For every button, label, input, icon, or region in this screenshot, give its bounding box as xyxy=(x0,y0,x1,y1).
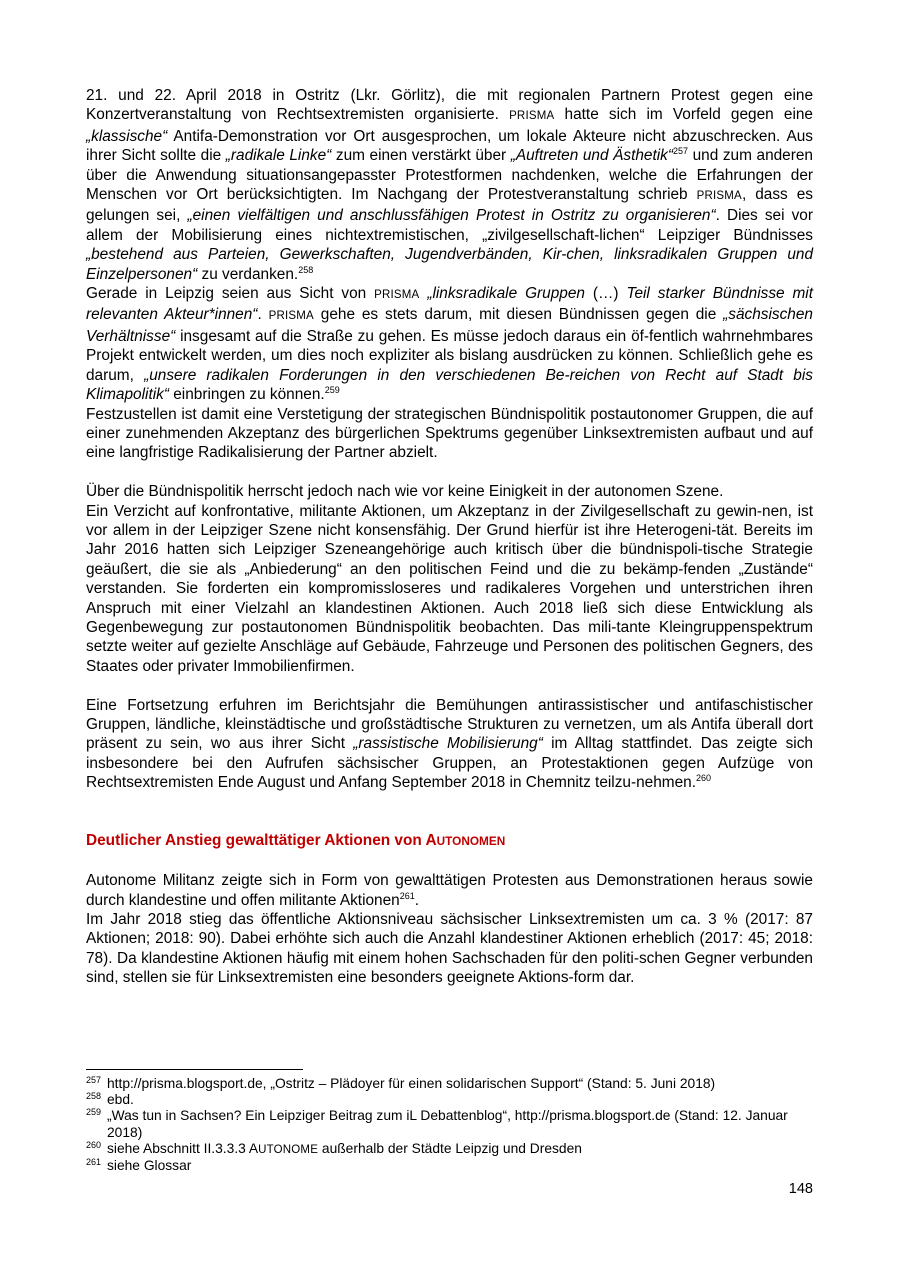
footnote-261 xyxy=(86,1158,813,1174)
quote: „bestehend aus Parteien, Gewerkschaften, Jugendverbänden, Kir-chen, linksradikalen Gruppen und Einzelpersonen“ xyxy=(86,246,813,283)
paragraph-einigkeit: Über die Bündnispolitik herrscht jedoch nach wie vor keine Einigkeit in der autonomen Szene. xyxy=(86,483,724,501)
paragraph-aktionsniveau: Im Jahr 2018 stieg das öffentliche Aktionsniveau sächsischer Linksextremisten um ca. 3 % (2017: 87 Aktionen; 2018: 90). Dabei erhöhte sich auch die Anzahl klandestiner Aktionen erheblich (2017: 45; 2018: 78). Da klandestine Aktionen häufig mit einem hohen Sachschaden für den politi-schen Gegner verbunden sind, stellen sie für Linksextremisten eine besonders geeignete Aktions-form dar. xyxy=(86,910,813,987)
quote: „linksradikale Gruppen xyxy=(427,285,585,303)
heading-text: A xyxy=(425,832,437,850)
quote: „radikale Linke“ xyxy=(225,147,332,165)
spacer xyxy=(86,676,813,695)
paragraph-militanz xyxy=(86,871,813,910)
footnote-number: 260 xyxy=(86,1139,102,1150)
footnote-258 xyxy=(86,1092,813,1108)
footnote-text: siehe Glossar xyxy=(107,1158,192,1174)
quote: „rassistische Mobilisierung“ xyxy=(353,735,543,753)
text: . Dies sei vor allem der Mobilisierung eines nichtextremistischen, „zivilgesellschaft-lichen“ Leipziger Bündnisses xyxy=(86,207,813,244)
heading-text: UTONOMEN xyxy=(436,834,506,849)
text: zu verdanken. xyxy=(197,265,299,283)
text: im Alltag stattfindet. Das zeigte sich insbesondere bei den Aufrufen sächsischer Gruppen, an Protestaktionen gegen Aufzüge von Rechtsextremisten Ende August und Anfang September 2018 in Chemnitz teilzu-nehmen. xyxy=(86,735,813,792)
text: Gerade in Leipzig seien aus Sicht von xyxy=(86,285,375,303)
text: , dass es gelungen sei, xyxy=(86,186,813,225)
spacer xyxy=(86,852,813,871)
text: . xyxy=(257,306,269,324)
footnote-text: UTONOME xyxy=(258,1143,319,1156)
footnote-number: 257 xyxy=(86,1075,102,1085)
spacer xyxy=(86,812,813,831)
heading-text: Deutlicher Anstieg gewalttätiger Aktionen von xyxy=(86,832,426,850)
quote: „unsere radikalen Forderungen in den verschiedenen Be-reichen von Recht auf Stadt bis Klimapolitik“ xyxy=(86,366,813,404)
text: zum einen verstärkt über xyxy=(331,147,511,165)
footnote-text: A xyxy=(248,1140,259,1156)
page-number: 148 xyxy=(788,1181,813,1197)
footnote-259 xyxy=(86,1108,813,1140)
quote: „einen vielfältigen und anschlussfähigen Protest in Ostritz zu organisieren“ xyxy=(187,207,716,225)
footnote-260 xyxy=(86,1141,813,1158)
footnote-ref-258[interactable]: 258 xyxy=(298,264,314,275)
footnote-257 xyxy=(86,1076,813,1092)
quote: „klassische“ xyxy=(86,127,168,145)
text: Antifa-Demonstration vor Ort ausgesprochen, um lokale Akteure nicht abzuschrecken. Aus ihrer Sicht sollte die xyxy=(86,127,813,165)
text: (…) xyxy=(584,285,627,303)
footnote-text: „Was tun in Sachsen? Ein Leipziger Beitrag zum iL Debattenblog“, http://prisma.blogsport.de (Stand: 12. Januar 2018) xyxy=(107,1108,788,1140)
paragraph-verstetigung: Festzustellen ist damit eine Verstetigung der strategischen Bündnispolitik postautonomer Gruppen, die auf einer zunehmenden Akzeptanz des bürgerlichen Spektrums gegenüber Linksextremisten aufbaut und auf eine langfristige Radikalisierung der Partner abzielt. xyxy=(86,405,813,462)
footnote-number: 259 xyxy=(86,1107,102,1118)
paragraph-leipzig xyxy=(86,284,813,404)
text: . xyxy=(414,891,420,909)
paragraph-fortsetzung xyxy=(86,696,813,793)
footnote-text: ebd. xyxy=(107,1092,134,1108)
text: Eine Fortsetzung erfuhren im Berichtsjahr die Bemühungen antirassistischer und antifaschistischer Gruppen, ländliche, kleinstädtische und großstädtische Strukturen zu vernetzen, um als Antifa überall dort präsent zu sein, wo aus ihrer Sicht xyxy=(86,696,813,753)
text: und zum anderen über die Anwendung situationsangepasster Protestformen nachdenken, welche die Erfahrungen der Menschen vor Ort berücksichtigten. Im Nachgang der Protestveranstaltung schrieb xyxy=(86,147,813,204)
section-heading xyxy=(86,831,813,851)
text: gehe es stets darum, mit diesen Bündnissen gegen die xyxy=(313,306,724,324)
org-name-prisma: PRISMA xyxy=(268,310,314,323)
text: insgesamt auf die Straße zu gehen. Es müsse jedoch daraus ein öf-fentlich wahrnehmbares Projekt entwickelt werden, um dies noch expliziter als bislang ausdrücken zu können. Schließlich gehe es darum, xyxy=(86,327,813,384)
footnote-text: siehe Abschnitt II.3.3.3 xyxy=(107,1140,249,1156)
text: Autonome Militanz zeigte sich in Form von gewalttätigen Protesten aus Demonstrationen heraus sowie durch klandestine und offen militante Aktionen xyxy=(86,872,813,909)
footnote-ref-259[interactable]: 259 xyxy=(324,385,340,396)
org-name-prisma: PRISMA xyxy=(696,190,742,203)
text: einbringen zu können. xyxy=(168,386,325,404)
spacer xyxy=(86,793,813,812)
footnote-ref-261[interactable]: 261 xyxy=(399,890,415,901)
spacer xyxy=(86,463,813,482)
quote: Teil starker Bündnisse mit relevanten Akteur*innen“ xyxy=(86,285,814,324)
text: hatte sich im Vorfeld gegen eine xyxy=(554,106,813,124)
org-name-prisma: PRISMA xyxy=(509,110,555,123)
footnote-number: 258 xyxy=(86,1091,102,1102)
quote: „sächsischen Verhältnisse“ xyxy=(86,306,813,345)
footnote-ref-260[interactable]: 260 xyxy=(696,773,712,784)
page-body xyxy=(86,86,813,988)
footnote-ref-257[interactable]: 257 xyxy=(673,146,689,157)
footnotes xyxy=(86,1076,813,1174)
footnote-number: 261 xyxy=(86,1157,102,1168)
text: 21. und 22. April 2018 in Ostritz (Lkr. Görlitz), die mit regionalen Partnern Protest gegen eine Konzertveranstaltung von Rechtsextremisten organisierte. xyxy=(86,87,813,124)
paragraph-verzicht: Ein Verzicht auf konfrontative, militante Aktionen, um Akzeptanz in der Zivilgesellschaft zu gewin-nen, ist vor allem in der Leipziger Szene nicht konsensfähig. Der Grund hierfür ist ihre Heterogeni-tät. Bereits im Jahr 2016 hatten sich Leipziger Szeneangehörige auch kritisch über die bündnispoli-tische Strategie geäußert, die sie als „Anbiederung“ an den politischen Feind und die zu bekämp-fenden „Zustände“ verstanden. Sie forderten ein kompromissloseres und radikaleres Vorgehen und unterstrichen ihren Anspruch mit einer Vielzahl an klandestinen Aktionen. Auch 2018 ließ sich diese Entwicklung als Gegenbewegung zur postautonomen Bündnispolitik beobachten. Das mili-tante Kleingruppenspektrum setzte weiter auf gezielte Anschläge auf Gebäude, Fahrzeuge und Personen des politischen Gegners, des Staates oder privater Immobilienfirmen. xyxy=(86,502,813,675)
footnote-text: http://prisma.blogsport.de, „Ostritz – Plädoyer für einen solidarischen Support“ (Stand: 5. Juni 2018) xyxy=(107,1076,716,1091)
paragraph-ostritz xyxy=(86,86,813,284)
footnote-text: außerhalb der Städte Leipzig und Dresden xyxy=(318,1140,582,1156)
footnote-separator xyxy=(86,1069,303,1070)
org-name-prisma: PRISMA xyxy=(374,289,420,302)
quote: „Auftreten und Ästhetik“ xyxy=(510,147,673,165)
